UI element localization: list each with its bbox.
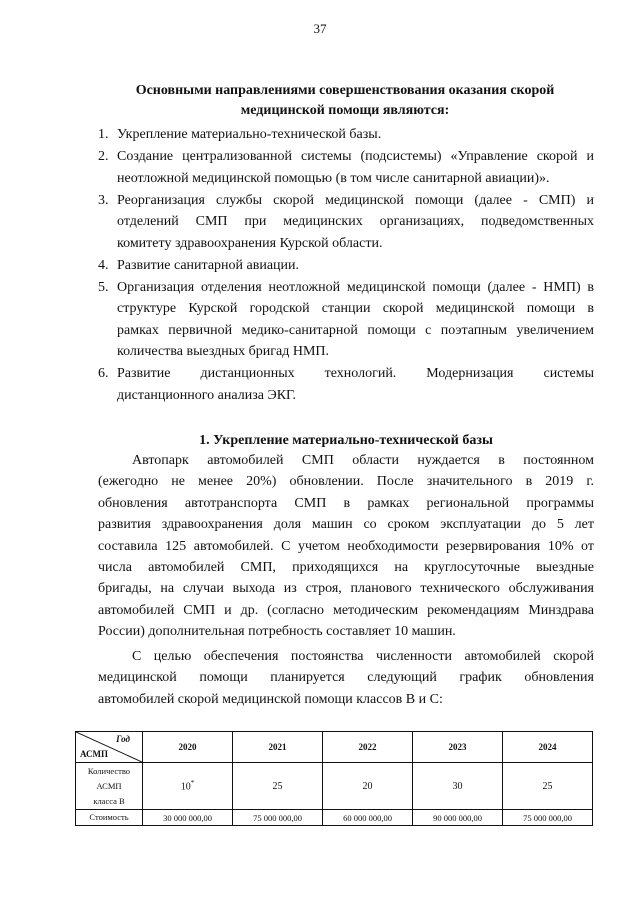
cost-cell: 90 000 000,00 xyxy=(413,810,503,826)
cost-cell: 30 000 000,00 xyxy=(143,810,233,826)
table-row xyxy=(76,810,593,826)
year-header: 2024 xyxy=(503,732,593,763)
quantity-cell: 25 xyxy=(503,763,593,810)
main-heading: Основными направлениями совершенствования оказания скорой медицинской помощи являются: xyxy=(135,83,555,118)
cost-label: Стоимость xyxy=(76,810,143,826)
year-header: 2020 xyxy=(143,732,233,763)
year-header: 2023 xyxy=(413,732,503,763)
list-item: 4. Развитие санитарной авиации. xyxy=(98,257,300,273)
list-item: 5. Организация отделения неотложной медицинской помощи (далее - НМП) в структуре Курской городской станции скорой медицинской помощи в рамках первичной медико-санитарной помощи с поэтапным увеличением количества выездных бригад НМП. xyxy=(98,279,594,359)
page-number: 37 xyxy=(313,21,327,36)
quantity-cell: 20 xyxy=(323,763,413,810)
quantity-label: Количество АСМП класса В xyxy=(76,763,143,810)
year-header: 2022 xyxy=(323,732,413,763)
year-header: 2021 xyxy=(233,732,323,763)
paragraph-schedule: С целью обеспечения постоянства численности автомобилей скорой медицинской помощи планируется следующий график обновления автомобилей скорой медицинской помощи классов В и С: xyxy=(98,649,594,707)
footnote-mark: * xyxy=(190,779,195,788)
quantity-cell: 25 xyxy=(233,763,323,810)
quantity-cell: 10* xyxy=(143,763,233,810)
table-row xyxy=(76,763,593,810)
cost-cell: 60 000 000,00 xyxy=(323,810,413,826)
list-item: 3. Реорганизация службы скорой медицинской помощи (далее - СМП) и отделений СМП при медицинских организациях, подведомственных комитету здравоохранения Курской области. xyxy=(98,192,594,251)
list-item: 1. Укрепление материально-технической базы. xyxy=(98,127,382,142)
corner-year-label: Год xyxy=(116,734,130,744)
corner-asmp-label: АСМП xyxy=(80,749,109,759)
directions-list xyxy=(98,124,594,407)
quantity-cell: 30 xyxy=(413,763,503,810)
section-title: 1. Укрепление материально-технической базы xyxy=(199,433,493,448)
renewal-schedule-table xyxy=(75,731,593,826)
list-item: 6. Развитие дистанционных технологий. Модернизация системы дистанционного анализа ЭКГ. xyxy=(98,366,594,403)
list-item: 2. Создание централизованной системы (подсистемы) «Управление скорой и неотложной медицинской помощью (в том числе санитарной авиации)». xyxy=(98,149,594,186)
paragraph-fleet: Автопарк автомобилей СМП области нуждается в постоянном (ежегодно не менее 20%) обновлении. После значительного в 2019 г. обновления автотранспорта СМП в рамках региональной программы развития здравоохранения доля машин со сроком эксплуатации до 5 лет составила 125 автомобилей. С учетом необходимости резервирования 10% от числа автомобилей СМП, приходящихся на круглосуточные выездные бригады, на случаи выхода из строя, планового технического обслуживания автомобилей СМП и др. (согласно методическим рекомендациям Минздрава России) дополнительная потребность составляет 10 машин. xyxy=(98,453,594,640)
cost-cell: 75 000 000,00 xyxy=(233,810,323,826)
corner-header-cell xyxy=(76,732,143,763)
table-header-row xyxy=(76,732,593,763)
cost-cell: 75 000 000,00 xyxy=(503,810,593,826)
